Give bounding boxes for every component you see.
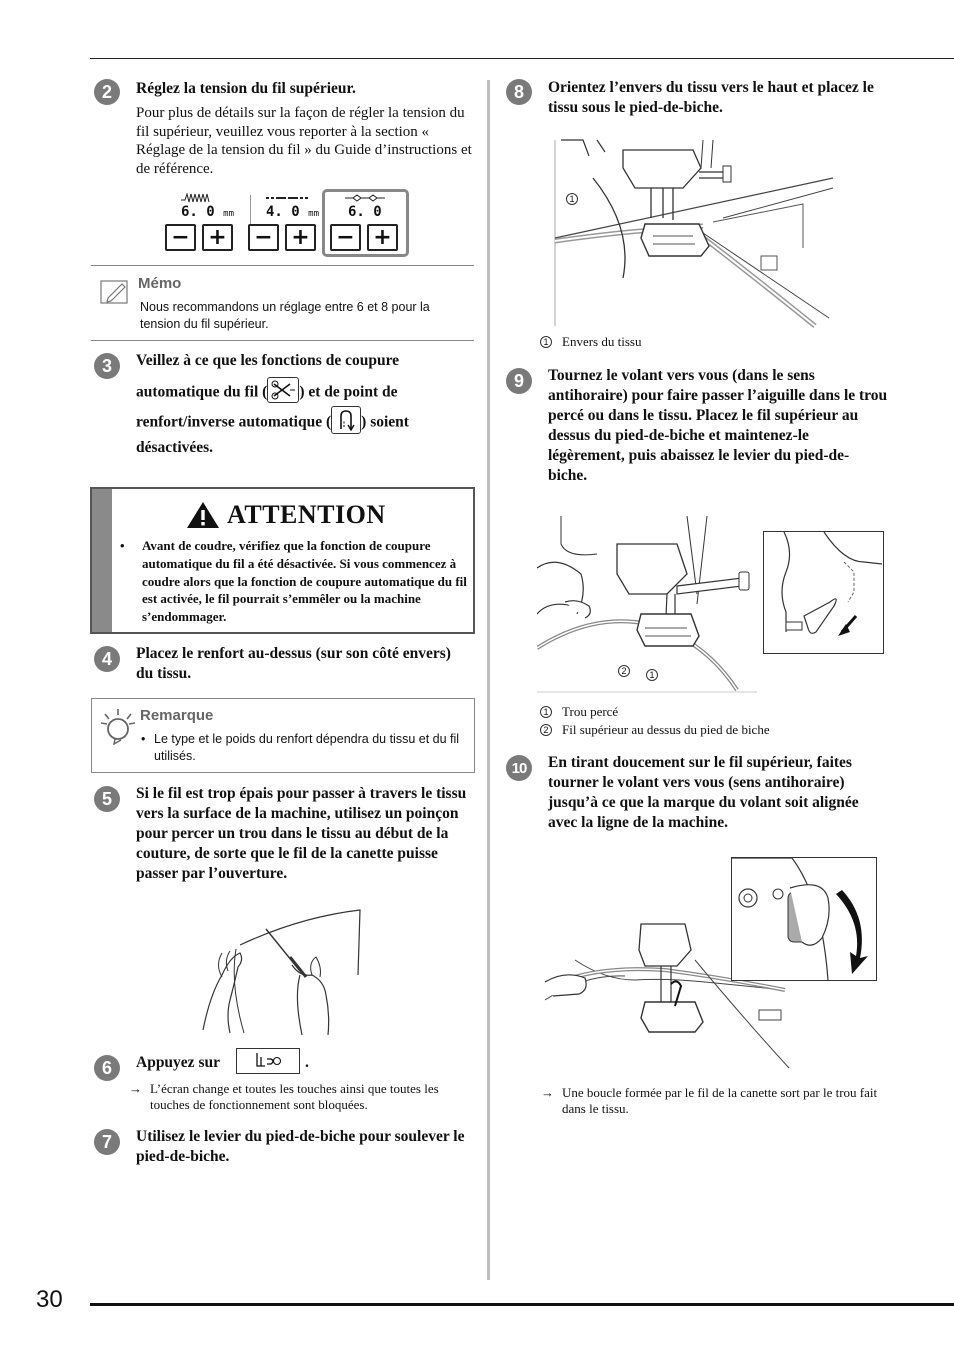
- step-5-text: Si le fil est trop épais pour passer à travers le tissu vers la surface de la machine, utilisez un poinçon pour percer un trou dans le tissu au début de la couture, de sorte que le fil de la canette puisse passer par l’ouverture.: [136, 785, 467, 882]
- memo-pencil-icon: [100, 280, 130, 306]
- remarque-title: Remarque: [140, 707, 214, 724]
- step-7-number: 7: [94, 1129, 120, 1155]
- step-10-text: En tirant doucement sur le fil supérieur, faites tourner le volant vers vous (sens antihoraire) jusqu’à ce que la marque du volant soit alignée avec la ligne de la machine.: [548, 754, 859, 831]
- minus-button[interactable]: −: [248, 224, 279, 251]
- memo-text: Nous recommandons un réglage entre 6 et 8 pour la tension du fil supérieur.: [140, 300, 430, 331]
- result-arrow: →: [541, 1085, 554, 1100]
- needle-through-fabric-illustration: [537, 514, 757, 694]
- scissors-icon: [268, 378, 298, 402]
- tension-panel-2: [246, 193, 321, 255]
- step-2-body: Pour plus de détails sur la façon de régler la tension du fil supérieur, veuillez vous reporter à la section « Réglage de la tension du fil » du Guide d’instructions et de référence.: [136, 105, 472, 177]
- step-6-number: 6: [94, 1055, 120, 1081]
- attention-title: ATTENTION: [227, 500, 386, 529]
- tension-panel-2-value: 4. 0 mm: [266, 204, 319, 220]
- memo-box: [91, 265, 474, 341]
- tension-panel-3: [328, 193, 403, 255]
- reverse-stitch-button: [331, 406, 361, 434]
- step-2-number: 2: [94, 79, 120, 105]
- tension-panels: [163, 193, 411, 259]
- step-5-number: 5: [94, 786, 120, 812]
- lock-key-button: [236, 1048, 300, 1074]
- step-10-result: Une boucle formée par le fil de la canette sort par le trou fait dans le tissu.: [562, 1085, 878, 1116]
- handwheel-icon: [732, 858, 876, 980]
- remarque-text: Le type et le poids du renfort dépendra du tissu et du fil utilisés.: [154, 732, 460, 763]
- step-7-text: Utilisez le levier du pied-de-biche pour soulever le pied-de-biche.: [136, 1128, 465, 1165]
- plus-button[interactable]: +: [367, 224, 398, 251]
- step-9-text: Tournez le volant vers vous (dans le sens antihoraire) pour faire passer l’aiguille dans le trou percé ou dans le tissu. Placez le fil supérieur au dessus du pied-de-biche et maintenez-le légèrement, puis abaissez le levier du pied-de-biche.: [548, 367, 888, 484]
- lightbulb-icon: [99, 707, 135, 745]
- thread-cutter-button: [267, 377, 299, 403]
- step-8-text: Orientez l’envers du tissu vers le haut et placez le tissu sous le pied-de-biche.: [548, 79, 874, 116]
- page-number: 30: [36, 1286, 63, 1313]
- step-8-number: 8: [506, 79, 532, 105]
- presser-foot-lock-icon: [237, 1049, 299, 1073]
- memo-title: Mémo: [138, 275, 182, 292]
- result-arrow: →: [129, 1081, 142, 1096]
- legend-text: Envers du tissu: [562, 334, 642, 349]
- step-10-number: 10: [506, 755, 532, 781]
- straight-stitch-icon: [266, 195, 308, 201]
- lever-detail-inset: [763, 531, 884, 654]
- legend-number: 2: [540, 724, 552, 736]
- step-4-text: Placez le renfort au-dessus (sur son côté envers) du tissu.: [136, 645, 451, 682]
- minus-button[interactable]: −: [165, 224, 196, 251]
- step-3-line-1: Veillez à ce que les fonctions de coupure: [136, 352, 400, 369]
- plus-button[interactable]: +: [202, 224, 233, 251]
- legend-number: 1: [540, 336, 552, 348]
- warning-triangle-icon: [186, 500, 220, 530]
- step-2-title: Réglez la tension du fil supérieur.: [136, 80, 356, 97]
- legend-number: 1: [540, 706, 552, 718]
- callout-1: 1: [566, 193, 578, 205]
- step-3-line-3: renfort/inverse automatique ( ) soient: [136, 409, 409, 437]
- punch-hole-illustration: [200, 905, 370, 1037]
- minus-button[interactable]: −: [330, 224, 361, 251]
- remarque-bullet: •: [141, 732, 146, 746]
- attention-header: [186, 500, 386, 530]
- step-9-number: 9: [506, 368, 532, 394]
- plus-button[interactable]: +: [285, 224, 316, 251]
- step-3-number: 3: [94, 353, 120, 379]
- step-6-period: .: [305, 1054, 309, 1071]
- step-6-result: L’écran change et toutes les touches ainsi que toutes les touches de fonctionnement sont bloquées.: [150, 1081, 439, 1112]
- legend-text: Fil supérieur au dessus du pied de biche: [562, 722, 770, 737]
- top-rule: [90, 58, 954, 59]
- legend-text: Trou percé: [562, 704, 619, 719]
- remarque-box: [91, 698, 475, 773]
- tension-panel-3-value: 6. 0: [348, 204, 382, 220]
- handwheel-detail-inset: [731, 857, 877, 981]
- step-4-number: 4: [94, 646, 120, 672]
- presser-foot-fabric-illustration: [553, 138, 835, 330]
- zigzag-stitch-icon: [181, 193, 213, 203]
- step-3-line-2: automatique du fil ( ) et de point de: [136, 380, 398, 406]
- attention-text: Avant de coudre, vérifiez que la fonction de coupure automatique du fil a été désactivée. Si vous commencez à coudre alors que la fonction de coupure automatique du fil est activée, le fil pourrait s’emmêler ou la machine s’endommager.: [142, 538, 467, 625]
- step-6-text: Appuyez sur: [136, 1054, 220, 1071]
- callout-1: 1: [646, 669, 658, 681]
- column-divider: [487, 80, 490, 1280]
- decorative-stitch-icon: [345, 194, 385, 202]
- tension-panel-1-value: 6. 0 mm: [181, 204, 234, 220]
- step-3-line-4: désactivées.: [136, 439, 214, 456]
- tension-panel-1: [163, 193, 238, 255]
- presser-foot-lever-icon: [764, 532, 883, 653]
- reverse-stitch-icon: [332, 407, 360, 433]
- bottom-rule: [90, 1303, 954, 1306]
- attention-bullet: •: [120, 538, 125, 553]
- callout-2: 2: [618, 665, 630, 677]
